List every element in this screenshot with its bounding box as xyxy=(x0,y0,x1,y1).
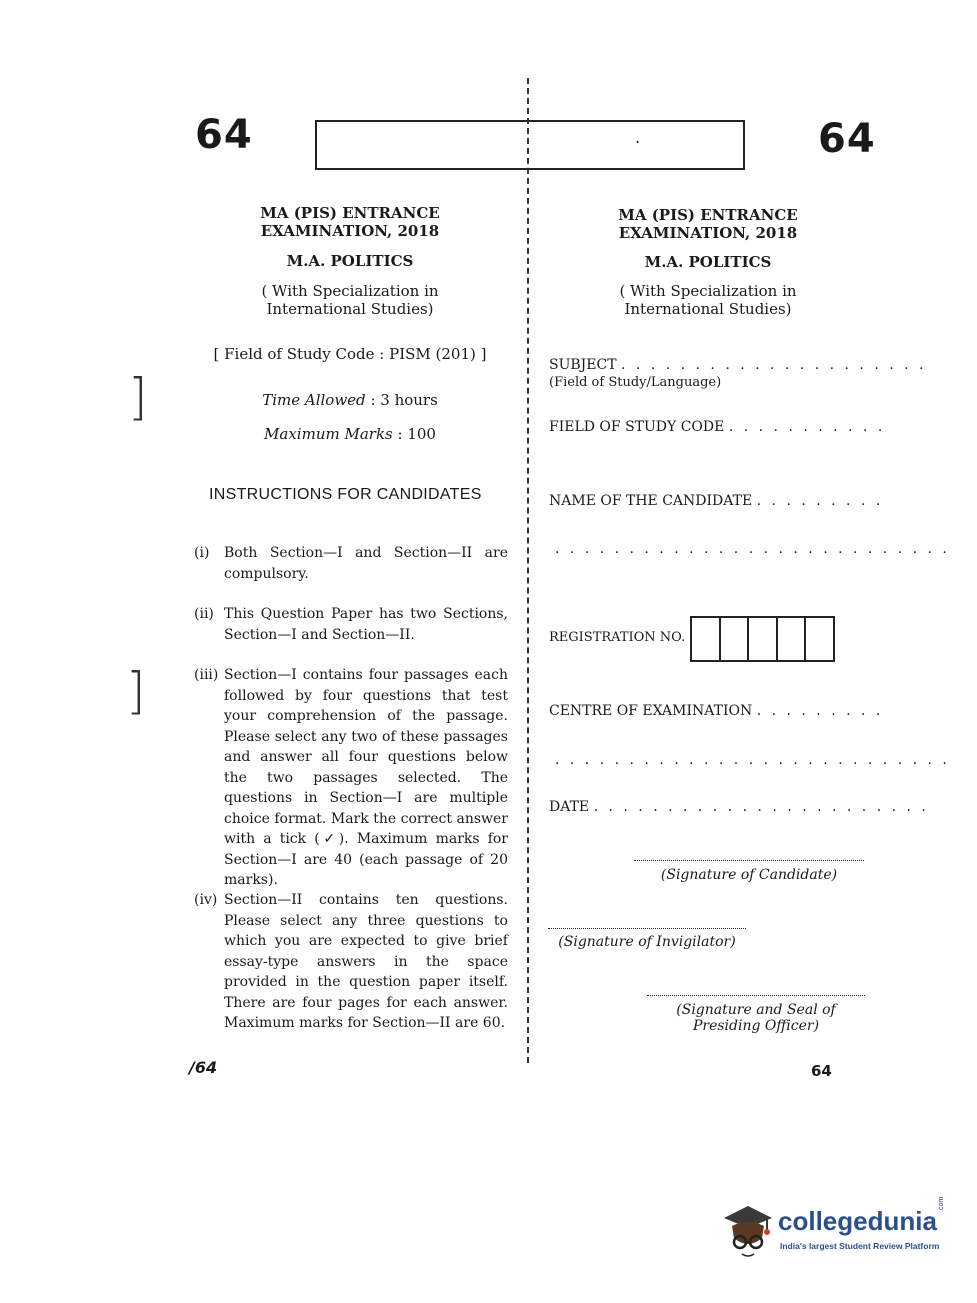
right-page-number: 64 xyxy=(818,116,876,162)
right-subject: M.A. POLITICS xyxy=(644,253,772,271)
invigilator-signature-line xyxy=(548,928,746,929)
instruction-item: (iv) Section—II contains ten questions. Please select any three questions to which you are expected to give brief essay-type answers in the space provided in the question paper itself. There are four pages for each answer. Maximum marks for Section—II are 60. xyxy=(194,892,508,1031)
left-time-allowed: Time Allowed : 3 hours xyxy=(262,391,438,409)
registration-digit-box xyxy=(692,618,721,660)
centre-field: CENTRE OF EXAMINATION . . . . . . . . . xyxy=(549,703,884,719)
registration-number-boxes xyxy=(690,616,835,662)
logo-wordmark: collegedunia xyxy=(778,1206,937,1236)
centre-continuation: . . . . . . . . . . . . . . . . . . . . . . . . . . . xyxy=(555,752,950,768)
candidate-name-field: NAME OF THE CANDIDATE . . . . . . . . . xyxy=(549,493,884,509)
page-divider xyxy=(527,78,529,1063)
left-page-number: 64 xyxy=(195,112,253,158)
instruction-item: (iii) Section—I contains four passages each followed by four questions that test your comprehension of the passage. Please select any two of these passages and answer all four questions below the two passages selected. The questions in Section—I are multiple choice format. Mark the correct answer with a tick (✓). Maximum marks for Section—I are 40 (each passage of 20 marks). xyxy=(194,667,508,888)
left-subject: M.A. POLITICS xyxy=(286,252,414,270)
right-specialization: ( With Specialization in International Studies) xyxy=(619,282,797,318)
date-field: DATE . . . . . . . . . . . . . . . . . . . . . . . xyxy=(549,799,929,815)
presiding-signature-line xyxy=(647,995,865,996)
right-exam-title: MA (PIS) ENTRANCE EXAMINATION, 2018 xyxy=(618,206,798,242)
roll-number-box xyxy=(315,120,745,170)
candidate-signature-line xyxy=(634,860,864,861)
margin-bracket-icon: ] xyxy=(126,662,146,720)
left-maximum-marks: Maximum Marks : 100 xyxy=(264,425,436,443)
graduate-mascot-icon xyxy=(720,1202,776,1262)
registration-digit-box xyxy=(749,618,778,660)
margin-bracket-icon: ] xyxy=(128,368,148,426)
registration-digit-box xyxy=(778,618,807,660)
instruction-item: (ii) This Question Paper has two Sections, Section—I and Section—II. xyxy=(194,606,508,643)
registration-digit-box xyxy=(806,618,833,660)
presiding-signature-label: (Signature and Seal of Presiding Officer) xyxy=(676,1002,836,1034)
candidate-signature-label: (Signature of Candidate) xyxy=(660,867,838,883)
subject-field: SUBJECT . . . . . . . . . . . . . . . . . . . . . xyxy=(549,357,927,373)
collegedunia-logo xyxy=(720,1198,950,1268)
left-field-code: [ Field of Study Code : PISM (201) ] xyxy=(213,345,487,363)
candidate-name-continuation: . . . . . . . . . . . . . . . . . . . . . . . . . . . xyxy=(555,541,950,557)
field-code-field: FIELD OF STUDY CODE . . . . . . . . . . . xyxy=(549,419,886,435)
right-footer-number: 64 xyxy=(811,1062,832,1080)
registration-label: REGISTRATION NO. xyxy=(549,630,686,645)
instructions-heading: INSTRUCTIONS FOR CANDIDATES xyxy=(209,486,482,503)
logo-suffix: .com xyxy=(938,1196,945,1212)
invigilator-signature-label: (Signature of Invigilator) xyxy=(558,934,736,950)
left-exam-title: MA (PIS) ENTRANCE EXAMINATION, 2018 xyxy=(260,204,440,240)
logo-tagline: India's largest Student Review Platform xyxy=(780,1241,940,1251)
roll-box-mark: . xyxy=(635,128,641,147)
left-specialization: ( With Specialization in International Studies) xyxy=(261,282,439,318)
left-footer-code: /64 xyxy=(189,1058,218,1077)
registration-digit-box xyxy=(721,618,750,660)
subject-field-sub: (Field of Study/Language) xyxy=(549,375,722,390)
instruction-item: (i) Both Section—I and Section—II are compulsory. xyxy=(194,545,508,582)
